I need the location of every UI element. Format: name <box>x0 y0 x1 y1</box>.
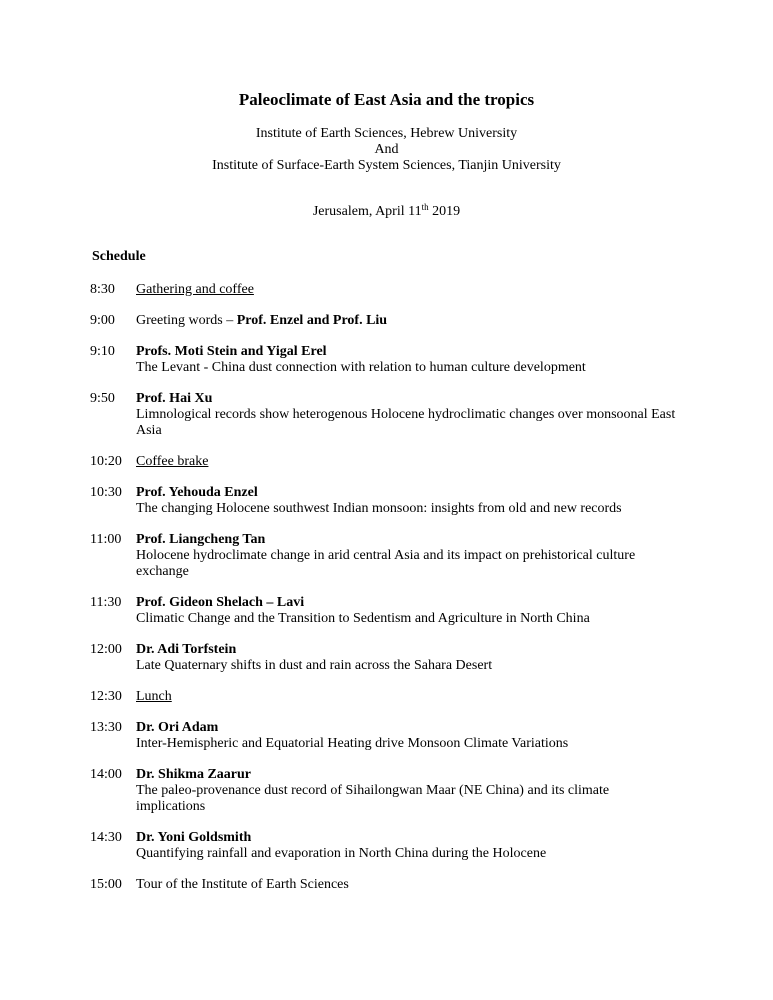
schedule-time: 13:30 <box>90 720 122 735</box>
talk-title: Climatic Change and the Transition to Sedentism and Agriculture in North China <box>136 611 590 626</box>
schedule-time: 11:30 <box>90 595 122 610</box>
talk-block <box>136 485 696 517</box>
document-title: Paleoclimate of East Asia and the tropics <box>238 90 535 109</box>
talk-block <box>136 595 676 627</box>
talk-block <box>136 391 676 439</box>
talk-block <box>136 532 676 580</box>
talk-title: Inter-Hemispheric and Equatorial Heating drive Monsoon Climate Variations <box>136 736 569 751</box>
break-label: Lunch <box>136 689 172 704</box>
schedule-time: 9:10 <box>90 344 115 359</box>
talk-title: Holocene hydroclimate change in arid central Asia and its impact on prehistorical culture exchange <box>136 548 636 579</box>
talk-title: The paleo-provenance dust record of Sihailongwan Maar (NE China) and its climate implications <box>136 783 610 814</box>
greeting-line <box>136 313 676 329</box>
talk-title: The changing Holocene southwest Indian monsoon: insights from old and new records <box>136 501 622 516</box>
schedule-time: 12:30 <box>90 689 122 704</box>
schedule-time: 9:50 <box>90 391 115 406</box>
schedule-time: 10:20 <box>90 454 122 469</box>
talk-title: Quantifying rainfall and evaporation in North China during the Holocene <box>136 846 547 861</box>
talk-title: The Levant - China dust connection with relation to human culture development <box>136 360 586 375</box>
speaker-name: Prof. Hai Xu <box>136 391 213 406</box>
date-superscript: th <box>421 202 429 212</box>
speaker-name: Prof. Gideon Shelach – Lavi <box>136 595 305 610</box>
greeting-text: Greeting words – <box>136 313 237 328</box>
break-label: Gathering and coffee <box>136 282 254 297</box>
talk-block <box>136 830 676 862</box>
date-line <box>0 203 773 220</box>
schedule-time: 14:00 <box>90 767 122 782</box>
schedule-time: 15:00 <box>90 877 122 892</box>
schedule-heading: Schedule <box>92 249 146 264</box>
date-prefix: Jerusalem, April 11 <box>312 204 422 219</box>
speaker-name: Prof. Yehouda Enzel <box>136 485 258 500</box>
schedule-time: 14:30 <box>90 830 122 845</box>
greeting-speakers: Prof. Enzel and Prof. Liu <box>236 313 388 328</box>
talk-title: Late Quaternary shifts in dust and rain across the Sahara Desert <box>136 658 493 673</box>
speaker-name: Profs. Moti Stein and Yigal Erel <box>136 344 327 359</box>
talk-block <box>136 642 676 674</box>
speaker-name: Dr. Yoni Goldsmith <box>136 830 252 845</box>
speaker-name: Dr. Shikma Zaarur <box>136 767 252 782</box>
speaker-name: Prof. Liangcheng Tan <box>136 532 266 547</box>
schedule-time: 10:30 <box>90 485 122 500</box>
schedule-time: 8:30 <box>90 282 115 297</box>
institution-connector: And <box>374 142 399 157</box>
talk-title: Limnological records show heterogenous Holocene hydroclimatic changes over monsoonal East Asia <box>136 407 676 438</box>
tour-label: Tour of the Institute of Earth Sciences <box>136 877 349 892</box>
institution-tianjin: Institute of Surface-Earth System Sciences, Tianjin University <box>212 158 561 173</box>
speaker-name: Dr. Ori Adam <box>136 720 219 735</box>
schedule-time: 11:00 <box>90 532 122 547</box>
speaker-name: Dr. Adi Torfstein <box>136 642 237 657</box>
date-suffix: 2019 <box>428 204 461 219</box>
talk-block <box>136 344 676 376</box>
break-label: Coffee brake <box>136 454 209 469</box>
schedule-time: 12:00 <box>90 642 122 657</box>
talk-block <box>136 720 676 752</box>
schedule-time: 9:00 <box>90 313 115 328</box>
institution-hebrew: Institute of Earth Sciences, Hebrew University <box>255 126 518 141</box>
talk-block <box>136 767 676 815</box>
